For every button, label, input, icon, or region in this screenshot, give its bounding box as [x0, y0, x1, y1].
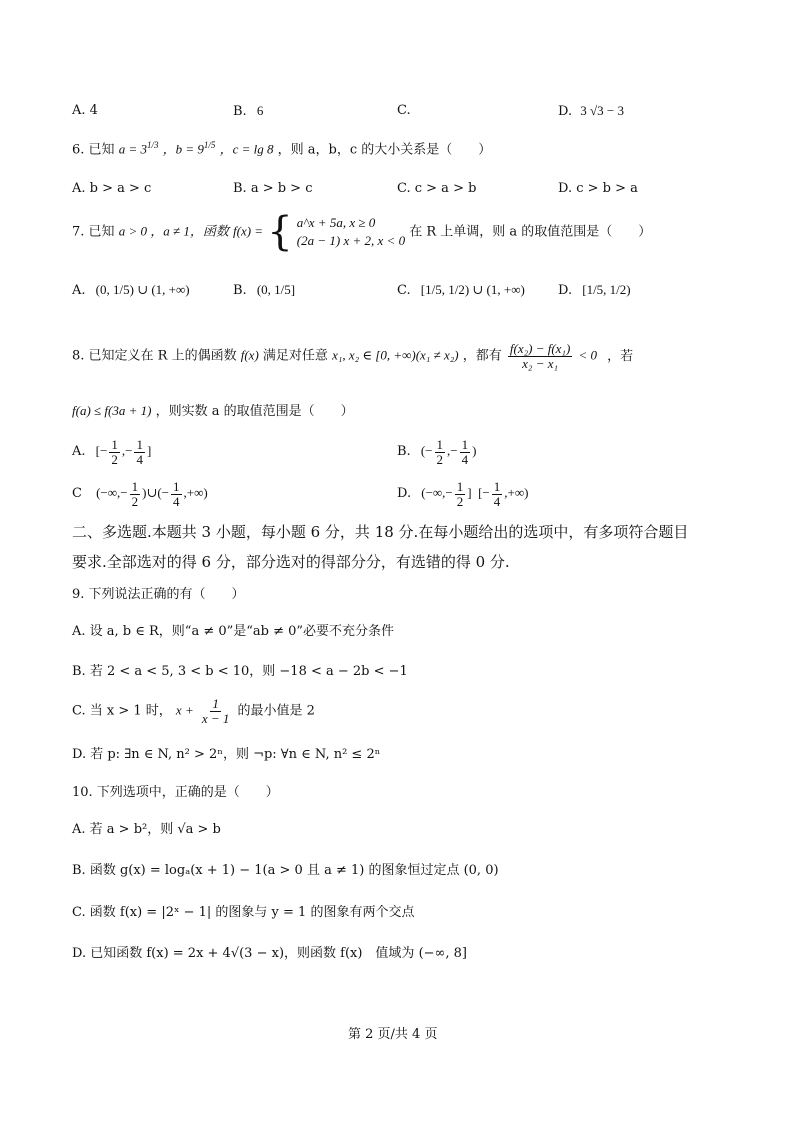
q6-suffix: ，则 a，b，c 的大小关系是（ ）	[277, 142, 492, 158]
q10-option-b: B. 函数 g(x) = logₐ(x + 1) − 1(a > 0 且 a ≠ 1) 的图象恒过定点 (0, 0)	[72, 863, 499, 878]
question-7-stem	[72, 209, 652, 255]
q8-lt0: < 0	[578, 347, 597, 363]
q8-mid: 满足对任意	[262, 348, 328, 364]
q7-prefix: 7. 已知	[72, 224, 115, 240]
q7-brace: {	[267, 209, 293, 255]
q8-option-b-label: B.	[397, 444, 411, 460]
q8-option-b	[397, 438, 476, 466]
q9-option-c-fraction	[200, 697, 232, 725]
q7-suffix: 在 R 上单调，则 a 的取值范围是（ ）	[409, 224, 652, 240]
q8-option-a-label: A.	[72, 444, 86, 460]
q7-case-1: a^x + 5a, x ≥ 0	[296, 215, 376, 231]
q7-option-d	[558, 282, 631, 299]
q7-option-b-expr: (0, 1/5]	[256, 282, 296, 297]
q10-option-d: D. 已知函数 f(x) = 2x + 4√(3 − x)，则函数 f(x) 值域为 (−∞, 8]	[72, 946, 467, 961]
q9-option-c-den: x − 1	[201, 710, 230, 726]
q5-option-b-value: 6	[256, 103, 264, 118]
q9-option-c-x: x +	[175, 702, 194, 718]
q8-option-c-label: C	[72, 486, 82, 502]
q8-line-2-text: ，则实数 a 的取值范围是（ ）	[155, 404, 354, 419]
q7-option-d-expr: [1/5, 1/2)	[582, 282, 631, 297]
q7-case-2: (2a − 1) x + 2, x < 0	[296, 233, 406, 248]
q7-option-d-label: D.	[558, 283, 573, 298]
page-footer: 第 2 页/共 4 页	[348, 1027, 438, 1042]
q8-option-a-math: [− $\frac{1}{2}$ ,− $\frac{1}{4}$ ]	[95, 437, 152, 467]
q7-option-a-expr: (0, 1/5) ∪ (1, +∞)	[95, 282, 190, 297]
q8-option-d-label: D.	[397, 486, 412, 502]
q8-condition: x₁, x₂ ∈ [0, +∞)(x₁ ≠ x₂)	[332, 347, 459, 363]
q5-option-b-label: B.	[233, 104, 247, 119]
q6-option-d: D. c > b > a	[558, 181, 638, 196]
q8-option-b-math: (− $\frac{1}{2}$ ,− $\frac{1}{4}$ )	[420, 437, 477, 467]
q5-option-a: A. 4	[72, 103, 98, 118]
q6-prefix: 6. 已知	[72, 142, 115, 158]
q9-option-c	[72, 697, 315, 725]
q8-suffix: ，若	[607, 348, 634, 364]
q8-fx: f(x)	[240, 347, 259, 363]
q7-option-a	[72, 282, 190, 299]
q5-option-c: C.	[397, 103, 411, 118]
q8-fraction	[508, 342, 572, 370]
section-2-heading-line-1: 二、多选题.本题共 3 小题，每小题 6 分，共 18 分.在每小题给出的选项中，有多项符合题目	[72, 523, 689, 541]
q7-condition: a > 0 ，a ≠ 1，函数	[118, 223, 229, 239]
q7-option-c-label: C.	[397, 283, 411, 298]
q8-option-d	[397, 480, 528, 508]
q8-line-2	[72, 403, 354, 420]
q7-option-b-label: B.	[233, 283, 247, 298]
q9-option-c-suffix: 的最小值是 2	[237, 703, 315, 719]
q6-option-c: C. c > a > b	[397, 181, 477, 196]
q8-option-c-math: (−∞,− $\frac{1}{2}$ )∪(− $\frac{1}{4}$ ,+∞)	[96, 479, 208, 509]
q9-option-d: D. 若 p: ∃n ∈ N, n² > 2ⁿ，则 ¬p: ∀n ∈ N, n² ≤ 2ⁿ	[72, 747, 381, 762]
q6-b-def: ，b = 9	[162, 141, 204, 157]
q8-option-a	[72, 438, 151, 466]
q8-line-2-expr: f(a) ≤ f(3a + 1)	[72, 403, 152, 418]
q7-option-c	[397, 282, 525, 299]
q10-option-c: C. 函数 f(x) = |2ˣ − 1| 的图象与 y = 1 的图象有两个交点	[72, 905, 415, 920]
q6-b-exp: 1/5	[203, 140, 216, 150]
q9-option-c-prefix: C. 当 x > 1 时，	[72, 703, 172, 719]
q8-fraction-denominator: x₂ − x₁	[522, 355, 559, 371]
q7-option-a-label: A.	[72, 283, 86, 298]
question-10-stem: 10. 下列选项中，正确的是（ ）	[72, 785, 279, 800]
q8-fraction-numerator: f(x₂) − f(x₁)	[509, 341, 571, 356]
q7-option-c-expr: [1/5, 1/2) ∪ (1, +∞)	[420, 282, 525, 297]
q6-a-def: a = 3	[118, 141, 147, 157]
q9-option-a: A. 设 a, b ∈ R，则“a ≠ 0”是“ab ≠ 0”必要不充分条件	[72, 624, 395, 639]
q6-option-b: B. a > b > c	[233, 181, 313, 196]
q5-option-b	[233, 103, 263, 120]
q5-option-d-label: D.	[558, 104, 573, 119]
question-6-stem	[72, 140, 491, 158]
q7-function: f(x) =	[233, 223, 264, 239]
q8-option-c	[72, 480, 208, 508]
q5-option-d-expr: 3 √3 − 3	[580, 103, 624, 118]
question-8-stem	[72, 342, 633, 370]
q6-option-a: A. b > a > c	[72, 181, 152, 196]
q6-c-def: ，c = lg 8	[219, 141, 274, 157]
q10-option-a: A. 若 a > b²，则 √a > b	[72, 822, 221, 837]
q6-a-exp: 1/3	[146, 140, 159, 150]
q7-cases	[297, 214, 405, 249]
q7-option-b	[233, 282, 295, 299]
section-2-heading-line-2: 要求.全部选对的得 6 分，部分选对的得部分分，有选错的得 0 分.	[72, 553, 510, 571]
q9-option-c-num: 1	[212, 696, 219, 711]
q8-prefix: 8. 已知定义在 R 上的偶函数	[72, 348, 237, 364]
question-9-stem: 9. 下列说法正确的有（ ）	[72, 587, 245, 602]
q8-mid2: ，都有	[462, 348, 502, 364]
q5-option-d	[558, 103, 624, 120]
q9-option-b: B. 若 2 < a < 5, 3 < b < 10，则 −18 < a − 2b < −1	[72, 664, 408, 679]
q8-option-d-math: (−∞,− $\frac{1}{2}$ ] [− $\frac{1}{4}$ ,+∞)	[421, 479, 529, 509]
